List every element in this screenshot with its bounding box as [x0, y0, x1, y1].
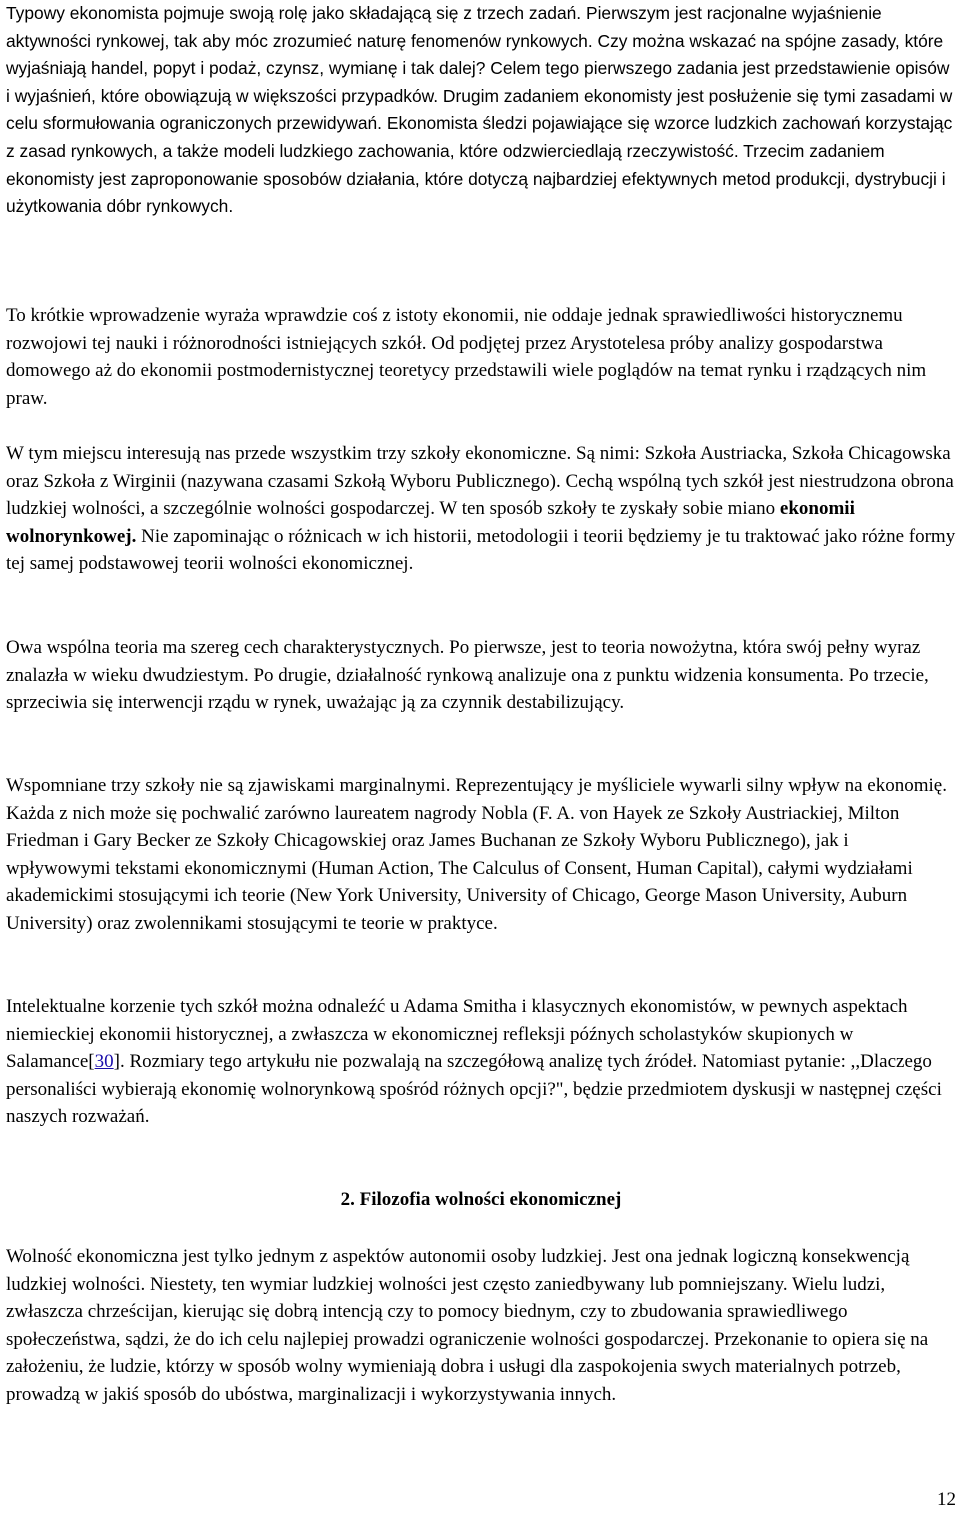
- paragraph-three-schools: [6, 440, 956, 578]
- paragraph-three-schools-text: W tym miejscu interesują nas przede wszystkim trzy szkoły ekonomiczne. Są nimi: Szkoła Austriacka, Szkoła Chicagowska oraz Szkoła z Wirginii (nazywana czasami Szkołą Wyboru Publicznego). Cechą wspólną tych szkół jest niestrudzona obrona ludzkiej wolności, a szczególnie wolności gospodarczej. W ten sposób szkoły te zyskały sobie miano: [6, 443, 954, 520]
- paragraph-three-schools-text-end: Nie zapominając o różnicach w ich historii, metodologii i teorii będziemy je tu traktować jako różne formy tej samej podstawowej teorii wolności ekonomicznej.: [6, 525, 956, 575]
- page-number: 12: [937, 1489, 956, 1510]
- paragraph-intellectual-roots-text-end: ]. Rozmiary tego artykułu nie pozwalają na szczegółową analizę tych źródeł. Natomiast pytanie: ,,Dlaczego personaliści wybierają ekonomię wolnorynkową spośród różnych opcji?", będzie przedmiotem dyskusji w następnej części naszych rozważań.: [6, 1051, 942, 1128]
- paragraph-intellectual-roots-text: Intelektualne korzenie tych szkół można odnaleźć u Adama Smitha i klasycznych ekonomistów, w pewnych aspektach niemieckiej ekonomii historycznej, a zwłaszcza w ekonomicznej refleksji późnych scholastyków skupionych w Salamance[: [6, 996, 908, 1073]
- paragraph-history-of-economics: To krótkie wprowadzenie wyraża wprawdzie coś z istoty ekonomii, nie oddaje jednak sprawiedliwości historycznemu rozwojowi tej nauki i różnorodności istniejących szkół. Od podjętej przez Arystotelesa próby analizy gospodarstwa domowego aż do ekonomii postmodernistycznej teoretycy przedstawili wiele poglądów na temat rynku i rządzących nim praw.: [6, 305, 927, 409]
- paragraph-influence-of-schools: Wspomniane trzy szkoły nie są zjawiskami marginalnymi. Reprezentujący je myśliciele wywarli silny wpływ na ekonomię. Każda z nich może się pochwalić zarówno laureatem nagrody Nobla (F. A. von Hayek ze Szkoły Austriackiej, Milton Friedman i Gary Becker ze Szkoły Chicagowskiej oraz James Buchanan ze Szkoły Wyboru Publicznego), jak i wpływowymi tekstami ekonomicznymi (Human Action, The Calculus of Consent, Human Capital), całymi wydziałami akademickimi stosującymi ich teorie (New York University, University of Chicago, George Mason University, Auburn University) oraz zwolennikami stosującymi te teorie w praktyce.: [6, 775, 947, 934]
- footnote-reference-link[interactable]: 30: [94, 1051, 114, 1073]
- paragraph-intellectual-roots: [6, 993, 956, 1131]
- paragraph-roles-of-economist-part-2: Ekonomista śledzi pojawiające się wzorce ludzkich zachowań korzystając z zasad rynkowych, a także modeli ludzkiego zachowania, które odzwierciedlają rzeczywistość. Trzecim zadaniem ekonomisty jest zaproponowanie sposobów działania, które dotyczą najbardziej efektywnych metod produkcji, dystrybucji i użytkowania dóbr rynkowych.: [6, 113, 953, 217]
- paragraph-roles-of-economist: [6, 0, 956, 221]
- paragraph-common-theory: Owa wspólna teoria ma szereg cech charakterystycznych. Po pierwsze, jest to teoria nowożytna, która swój pełny wyraz znalazła w wieku dwudziestym. Po drugie, działalność rynkową analizuje ona z punktu widzenia konsumenta. Po trzecie, sprzeciwia się interwencji rządu w rynek, uważając ją za czynnik destabilizujący.: [6, 637, 929, 714]
- free-market-economics-term: ekonomii wolnorynkowej.: [6, 498, 855, 547]
- paragraph-economic-freedom: Wolność ekonomiczna jest tylko jednym z aspektów autonomii osoby ludzkiej. Jest ona jednak logiczną konsekwencją ludzkiej wolności. Niestety, ten wymiar ludzkiej wolności jest często zaniedbywany lub pomniejszany. Wielu ludzi, zwłaszcza chrześcijan, kierując się dobrą intencją czy to pomocy biednym, czy to zbudowania sprawiedliwego społeczeństwa, sądzi, że do ich celu najlepiej prowadzi ograniczenie wolności gospodarczej. Przekonanie to opiera się na założeniu, że ludzie, którzy w sposób wolny wymieniają dobra i usługi dla zaspokojenia swych materialnych potrzeb, prowadzą w jakiś sposób do ubóstwa, marginalizacji i wykorzystywania innych.: [6, 1246, 929, 1405]
- section-heading: 2. Filozofia wolności ekonomicznej: [340, 1189, 622, 1210]
- paragraph-roles-of-economist-part-1: Typowy ekonomista pojmuje swoją rolę jako składającą się z trzech zadań. Pierwszym jest racjonalne wyjaśnienie aktywności rynkowej, tak aby móc zrozumieć naturę fenomenów rynkowych. Czy można wskazać na spójne zasady, które wyjaśniają handel, popyt i podaż, czynsz, wymianę i tak dalej? Celem tego pierwszego zadania jest przedstawienie opisów i wyjaśnień, które obowiązują w większości przypadków. Drugim zadaniem ekonomisty jest posłużenie się tymi zasadami w celu sformułowania ograniczonych przewidywań.: [6, 3, 953, 134]
